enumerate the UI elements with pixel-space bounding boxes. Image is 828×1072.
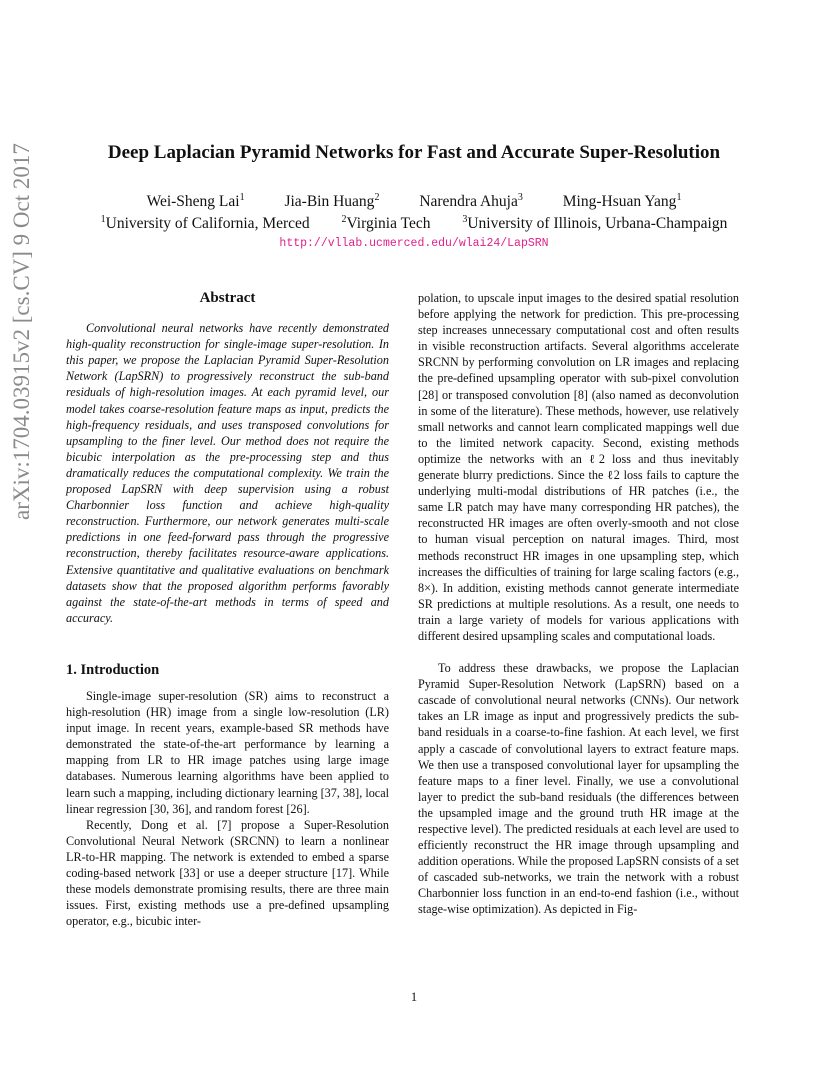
- affiliation: $^3$University of Illinois, Urbana-Champaign: [462, 213, 728, 232]
- author: Ming-Hsuan Yang$^1$: [562, 191, 682, 210]
- affiliation: $^1$University of California, Merced: [100, 213, 310, 232]
- affiliation: $^2$Virginia Tech: [341, 213, 431, 232]
- project-url-link[interactable]: http://vllab.ucmerced.edu/wlai24/LapSRN: [279, 237, 549, 250]
- right-column: [418, 290, 739, 918]
- author: Narendra Ahuja$^3$: [419, 191, 523, 210]
- arxiv-stamp: arXiv:1704.03915v2 [cs.CV] 9 Oct 2017: [9, 143, 34, 520]
- paragraph-continued: polation, to upscale input images to the desired spatial resolution before applying the network for prediction. This pre-processing step increases unnecessary computational cost and often results in visible reconstruction artifacts. Several algorithms accelerate SRCNN by performing convolution on LR images and replacing the pre-defined upsampling operator with sub-pixel convolution [28] or transposed convolution [8] (also named as deconvolution in some of the literature). These methods, however, use relatively small networks and cannot learn complicated mappings well due to the limited network capacity. Second, existing methods optimize the networks with an ℓ2 loss and thus inevitably generate blurry predictions. Since the ℓ2 loss fails to capture the underlying multi-modal distributions of HR patches (i.e., the same LR patch may have many corresponding HR patches), the reconstructed HR images are often overly-smooth and not close to human visual perception on natural images. Third, most methods reconstruct HR images in one upsampling step, which increases the difficulties of training for large scaling factors (e.g., 8×). In addition, existing methods cannot generate intermediate SR predictions at multiple resolutions. As a result, one needs to train a large variety of models for various applications with different desired upsampling scales and computational loads.: [418, 291, 739, 643]
- abstract-text: Convolutional neural networks have recently demonstrated high-quality reconstruction for single-image super-resolution. In this paper, we propose the Laplacian Pyramid Super-Resolution Network (LapSRN) to progressively reconstruct the sub-band residuals of high-resolution images. At each pyramid level, our model takes coarse-resolution feature maps as input, predicts the high-frequency residuals, and uses transposed convolutions for upsampling to the finer level. Our method does not require the bicubic interpolation as the pre-processing step and thus dramatically reduces the computational complexity. We train the proposed LapSRN with deep supervision using a robust Charbonnier loss function and achieve high-quality reconstruction. Furthermore, our network generates multi-scale predictions in one feed-forward pass through the progressive reconstruction, thereby facilitates resource-aware applications. Extensive quantitative and qualitative evaluations on benchmark datasets show that the proposed algorithm performs favorably against the state-of-the-art methods in terms of speed and accuracy.: [66, 321, 389, 625]
- paragraph: Recently, Dong et al. [7] propose a Super-Resolution Convolutional Neural Network (SRCNN) to learn a nonlinear LR-to-HR mapping. The network is extended to embed a sparse coding-based network [33] or use a deeper structure [17]. While these models demonstrate promising results, there are three main issues. First, existing methods use a pre-defined upsampling operator, e.g., bicubic inter-: [66, 817, 389, 929]
- page-number: 1: [410, 990, 418, 1004]
- author: Wei-Sheng Lai$^1$: [146, 191, 245, 210]
- paper-title: Deep Laplacian Pyramid Networks for Fast and Accurate Super-Resolution: [107, 142, 721, 163]
- abstract-heading: Abstract: [199, 290, 256, 306]
- affiliation-list: [0, 215, 828, 233]
- left-column: [66, 290, 389, 929]
- paragraph: Single-image super-resolution (SR) aims to reconstruct a high-resolution (HR) image from a single low-resolution (LR) input image. In recent years, example-based SR methods have demonstrated the state-of-the-art performance by learning a mapping from LR to HR image patches using large image databases. Numerous learning algorithms have been applied to learn such a mapping, including dictionary learning [37, 38], local linear regression [30, 36], and random forest [26].: [66, 688, 389, 816]
- author: Jia-Bin Huang$^2$: [284, 191, 380, 210]
- section-heading: 1. Introduction: [66, 661, 160, 678]
- paragraph: To address these drawbacks, we propose the Laplacian Pyramid Super-Resolution Network (LapSRN) based on a cascade of convolutional neural networks (CNNs). Our network takes an LR image as input and progressively predicts the sub-band residuals in a coarse-to-fine fashion. At each level, we first apply a cascade of convolutional layers to extract feature maps. We then use a transposed convolutional layer for upsampling the feature maps to a finer level. Finally, we use a convolutional layer to predict the sub-band residuals (the differences between the upsampled image and the ground truth HR image at the respective level). The predicted residuals at each level are used to efficiently reconstruct the HR image through upsampling and addition operations. While the proposed LapSRN consists of a set of cascaded sub-networks, we train the network with a robust Charbonnier loss function in an end-to-end fashion (i.e., without stage-wise optimization). As depicted in Fig-: [418, 661, 739, 917]
- author-list: [0, 193, 828, 211]
